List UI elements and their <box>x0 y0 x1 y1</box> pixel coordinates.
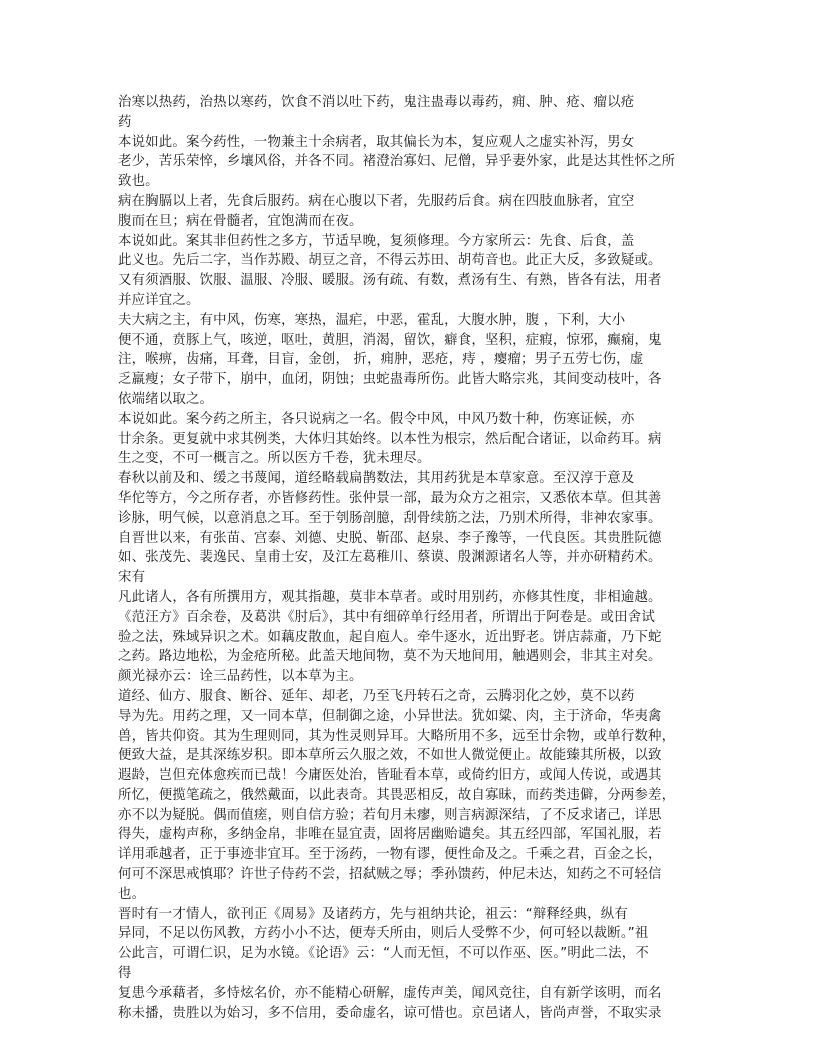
text-line: 诊脉，明气候，以意消息之耳。至于刳肠剖臆，刮骨续筋之法，乃别术所得，非神农家事。 <box>118 510 662 526</box>
text-line: 何可不深思戒慎耶？许世子侍药不尝，招弑贼之辱；季孙馈药，仲尼未达，知药之不可轻信 <box>118 867 662 883</box>
text-line: 又有须酒服、饮服、温服、冷服、暖服。汤有疏、有数，煮汤有生、有熟，皆各有法，用者 <box>118 273 662 289</box>
text-line: 所忆，便揽笔疏之，俄然戴面，以此表奇。其畏恶相反，故自寡昧，而药类违僻，分两参差， <box>118 787 676 803</box>
text-line: 公此言，可谓仁识，足为水镜。《论语》云：“人而无恒，不可以作巫、医。”明此二法，不 <box>118 946 649 962</box>
text-line: 致也。 <box>118 174 159 190</box>
text-line: 腹而在旦；病在骨髓者，宜饱满而在夜。 <box>118 213 363 229</box>
text-line: 导为先。用药之理，又一同本草，但制御之途，小异世法。犹如粱、肉，主于济命，华夷禽 <box>118 708 662 724</box>
text-line: 也。 <box>118 886 146 902</box>
text-line: 本说如此。案今药性，一物兼主十余病者，取其偏长为本，复应观人之虚实补泻，男女 <box>118 134 635 150</box>
text-line: 《范汪方》百余卷，及葛洪《肘后》，其中有细碎单行经用者，所谓出于阿卷是。或田舍试 <box>118 609 655 625</box>
text-line: 详用乖越者，正于事迹非宜耳。至于汤药，一物有谬，便性命及之。千乘之君，百金之长， <box>118 847 662 863</box>
text-line: 并应详宜之。 <box>118 292 200 308</box>
text-line: 复患今承藉者，多恃炫名价，亦不能精心研解，虚传声美，闻风竞往，自有新学该明，而名 <box>118 985 662 1001</box>
text-line: 便致大益，是其深练岁积。即本草所云久服之效，不如世人微觉便止。故能臻其所极，以致 <box>118 748 662 764</box>
text-line: 亦不以为疑脱。偶而值瘥，则自信方验；若旬月未瘳，则言病源深结，了不反求诸己，详思 <box>118 807 662 823</box>
text-line: 颜光禄亦云：诠三品药性，以本草为主。 <box>118 669 363 685</box>
text-line: 治寒以热药，治热以寒药，饮食不消以吐下药，鬼注蛊毒以毒药，痈、肿、疮、瘤以疮 <box>118 95 635 110</box>
text-line: 春秋以前及和、缓之书蔑闻，道经略载扁鹊数法，其用药犹是本草家意。至汉淳于意及 <box>118 471 635 487</box>
text-line: 本说如此。案其非但药性之多方，节适早晚，复须修理。今方家所云：先食、后食，盖 <box>118 233 635 249</box>
text-line: 凡此诸人，各有所撰用方，观其指趣，莫非本草者。或时用别药，亦修其性度，非相逾越。 <box>118 589 662 605</box>
text-line: 兽，皆共仰资。其为生理则同，其为性灵则异耳。大略所用不多，远至廿余物，或单行数种， <box>118 728 676 744</box>
text-line: 便不通，贲豚上气，咳逆，呕吐，黄胆，消渴，留饮，癖食，坚积，症瘕，惊邪，癫痫，鬼 <box>118 332 662 348</box>
text-line: 华佗等方，今之所存者，亦皆修药性。张仲景一部，最为众方之祖宗，又悉依本草。但其善 <box>118 490 662 506</box>
text-line: 廿余条。更复就中求其例类，大体归其始终。以本性为根宗，然后配合诸证，以命药耳。病 <box>118 431 662 447</box>
text-line: 注，喉痹，齿痛，耳聋，目盲，金创， 折，痈肿，恶疮，痔 ，瘿瘤；男子五劳七伤，虚 <box>118 352 644 368</box>
document-page <box>118 93 700 1023</box>
text-line: 得失，虚构声称，多纳金帛，非唯在显宜责，固将居幽贻谴矣。其五经四部，军国礼服，若 <box>118 827 662 843</box>
text-line: 病在胸膈以上者，先食后服药。病在心腹以下者，先服药后食。病在四肢血脉者，宜空 <box>118 193 635 209</box>
text-line: 称未播，贵胜以为始习，多不信用，委命虚名，谅可惜也。京邑诸人，皆尚声誉，不取实录 <box>118 1005 662 1021</box>
text-line: 药 <box>118 114 132 130</box>
text-line: 之药。路边地松，为金疮所秘。此盖天地间物，莫不为天地间用，触遇则会，非其主对矣。 <box>118 649 662 665</box>
text-line: 生之变，不可一概言之。所以医方千卷，犹未理尽。 <box>118 451 431 467</box>
text-line: 本说如此。案今药之所主，各只说病之一名。假令中风，中风乃数十种，伤寒证候，亦 <box>118 411 635 427</box>
text-line: 晋时有一才情人，欲刊正《周易》及诸药方，先与祖纳共论，祖云：“辩释经典，纵有 <box>118 906 628 922</box>
text-line: 如、张茂先、裴逸民、皇甫士安，及江左葛稚川、蔡谟、殷渊源诸名人等，并亦研精药术。 <box>118 550 662 566</box>
text-line: 此义也。先后二字，当作苏殿、胡豆之音，不得云苏田、胡苟音也。此正大反，多致疑或。 <box>118 253 662 269</box>
text-line: 遐龄，岂但充体愈疾而已哉！今庸医处治，皆耻看本草，或倚约旧方，或闻人传说，或遇其 <box>118 768 662 784</box>
text-line: 道经、仙方、服食、断谷、延年、却老，乃至飞丹转石之奇，云腾羽化之妙，莫不以药 <box>118 688 635 704</box>
text-line: 异同，不足以伤风教，方药小小不达，便寿夭所由，则后人受弊不少，何可轻以裁断。”祖 <box>118 926 649 942</box>
text-line: 依端绪以取之。 <box>118 391 214 407</box>
text-line: 自晋世以来，有张苗、宫泰、刘德、史脱、靳邵、赵泉、李子豫等，一代良医。其贵胜阮德 <box>118 530 662 546</box>
text-line: 宋有 <box>118 570 146 586</box>
text-line: 夫大病之主，有中风，伤寒，寒热，温疟，中恶，霍乱，大腹水肿，腹 ，下利，大小 <box>118 312 626 328</box>
text-line: 验之法，殊域异识之术。如藕皮散血，起自庖人。牵牛逐水，近出野老。饼店蒜齑，乃下蛇 <box>118 629 662 645</box>
text-line: 老少，苦乐荣悴，乡壤风俗，并各不同。褚澄治寡妇、尼僧，异乎妻外家，此是达其性怀之所 <box>118 154 676 170</box>
text-line: 乏羸瘦；女子带下，崩中，血闭，阴蚀；虫蛇蛊毒所伤。此皆大略宗兆，其间变动枝叶，各 <box>118 372 662 388</box>
text-line: 得 <box>118 966 132 982</box>
